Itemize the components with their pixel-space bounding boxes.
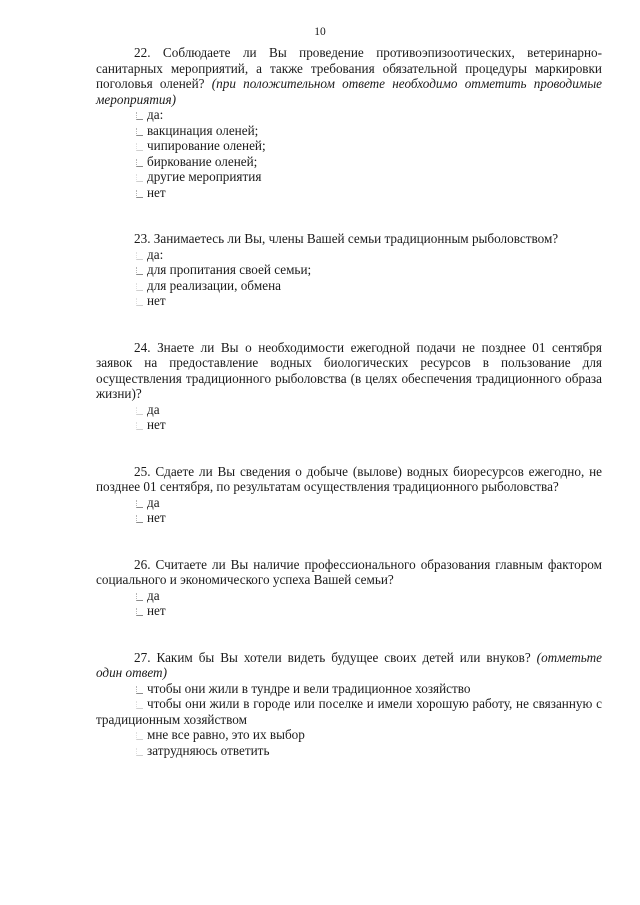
question-26 [96, 557, 602, 619]
option-label: другие мероприятия [147, 169, 262, 184]
option-label: да: [147, 107, 164, 122]
option-label: чтобы они жили в тундре и вели традиционное хозяйство [147, 680, 471, 696]
questionnaire [96, 45, 602, 758]
checkbox-icon[interactable] [136, 298, 143, 306]
option-label: биркование оленей; [147, 153, 258, 169]
checkbox-icon[interactable] [136, 732, 143, 740]
option-label: нет [147, 417, 166, 432]
option-no[interactable] [96, 417, 602, 433]
checkbox-icon[interactable] [136, 128, 143, 136]
checkbox-icon[interactable] [136, 608, 143, 616]
checkbox-icon[interactable] [136, 190, 143, 198]
option-deer-vaccination[interactable] [96, 123, 602, 139]
options-list [96, 495, 602, 526]
option-yes[interactable] [96, 588, 602, 604]
checkbox-icon[interactable] [136, 407, 143, 415]
option-deer-chipping[interactable] [96, 138, 602, 154]
option-label: для пропитания своей семьи; [147, 262, 312, 277]
option-no[interactable] [96, 510, 602, 526]
question-22 [96, 45, 602, 200]
question-text [96, 650, 602, 681]
option-no[interactable] [96, 293, 602, 309]
question-22-text: 22. Соблюдаете ли Вы проведение противоэпизоотических, ветеринарно-санитарных мероприятий, а также требования обязательной процедуры маркировки поголовья оленей? [96, 45, 602, 91]
checkbox-icon[interactable] [136, 112, 143, 120]
spacer [96, 619, 602, 650]
question-24-text: 24. Знаете ли Вы о необходимости ежегодной подачи не позднее 01 сентября заявок на предоставление водных биологических ресурсов в пользование для осуществления традиционного рыболовства (в целях обеспечения традиционного образа жизни)? [96, 339, 602, 401]
checkbox-icon[interactable] [136, 422, 143, 430]
checkbox-icon[interactable] [136, 701, 143, 709]
option-yes[interactable] [96, 107, 602, 123]
question-23-text: 23. Занимаетесь ли Вы, члены Вашей семьи традиционным рыболовством? [134, 231, 559, 246]
option-label: да [147, 401, 160, 417]
spacer [96, 200, 602, 231]
checkbox-icon[interactable] [136, 252, 143, 260]
option-label: нет [147, 184, 166, 200]
checkbox-icon[interactable] [136, 143, 143, 151]
options-list [96, 588, 602, 619]
option-label: чипирование оленей; [147, 138, 266, 153]
question-27-text: 27. Каким бы Вы хотели видеть будущее своих детей или внуков? [134, 649, 531, 665]
option-label: чтобы они жили в городе или поселке и имели хорошую работу, не связанную с традиционным хозяйством [96, 696, 602, 727]
option-label: вакцинация оленей; [147, 122, 259, 138]
option-label: нет [147, 510, 166, 525]
options-list [96, 107, 602, 200]
checkbox-icon[interactable] [136, 686, 143, 694]
question-25 [96, 464, 602, 526]
checkbox-icon[interactable] [136, 500, 143, 508]
checkbox-icon[interactable] [136, 515, 143, 523]
checkbox-icon[interactable] [136, 593, 143, 601]
option-no[interactable] [96, 603, 602, 619]
question-25-text: 25. Сдаете ли Вы сведения о добыче (вылове) водных биоресурсов ежегодно, не позднее 01 сентября, по результатам осуществления традиционного рыболовства? [96, 463, 602, 494]
option-deer-tagging[interactable] [96, 154, 602, 170]
option-no[interactable] [96, 185, 602, 201]
option-label: да [147, 587, 160, 603]
question-23 [96, 231, 602, 309]
option-tundra-traditional[interactable] [96, 681, 602, 697]
option-label: да: [147, 246, 164, 262]
option-yes[interactable] [96, 402, 602, 418]
question-24 [96, 340, 602, 433]
spacer [96, 433, 602, 464]
option-other-measures[interactable] [96, 169, 602, 185]
spacer [96, 526, 602, 557]
question-text [96, 45, 602, 107]
option-hard-to-answer[interactable] [96, 743, 602, 759]
question-27 [96, 650, 602, 759]
option-for-family-food[interactable] [96, 262, 602, 278]
question-26-text: 26. Считаете ли Вы наличие профессионального образования главным фактором социального и экономического успеха Вашей семьи? [96, 556, 602, 587]
page-number: 10 [314, 26, 326, 38]
option-yes[interactable] [96, 247, 602, 263]
option-label: нет [147, 293, 166, 308]
option-label: да [147, 494, 160, 510]
option-for-sale-exchange[interactable] [96, 278, 602, 294]
option-label: затрудняюсь ответить [147, 742, 270, 758]
spacer [96, 309, 602, 340]
option-label: мне все равно, это их выбор [147, 727, 305, 742]
options-list [96, 681, 602, 759]
checkbox-icon[interactable] [136, 748, 143, 756]
option-label: для реализации, обмена [147, 277, 281, 293]
checkbox-icon[interactable] [136, 174, 143, 182]
option-their-choice[interactable] [96, 727, 602, 743]
checkbox-icon[interactable] [136, 283, 143, 291]
checkbox-icon[interactable] [136, 159, 143, 167]
question-22-note: (при положительном ответе необходимо отметить проводимые мероприятия) [96, 76, 602, 107]
checkbox-icon[interactable] [136, 267, 143, 275]
option-yes[interactable] [96, 495, 602, 511]
options-list [96, 402, 602, 433]
question-27-note: (отметьте один ответ) [96, 649, 603, 680]
option-label: нет [147, 603, 166, 618]
options-list [96, 247, 602, 309]
option-city-good-job[interactable] [96, 696, 602, 727]
